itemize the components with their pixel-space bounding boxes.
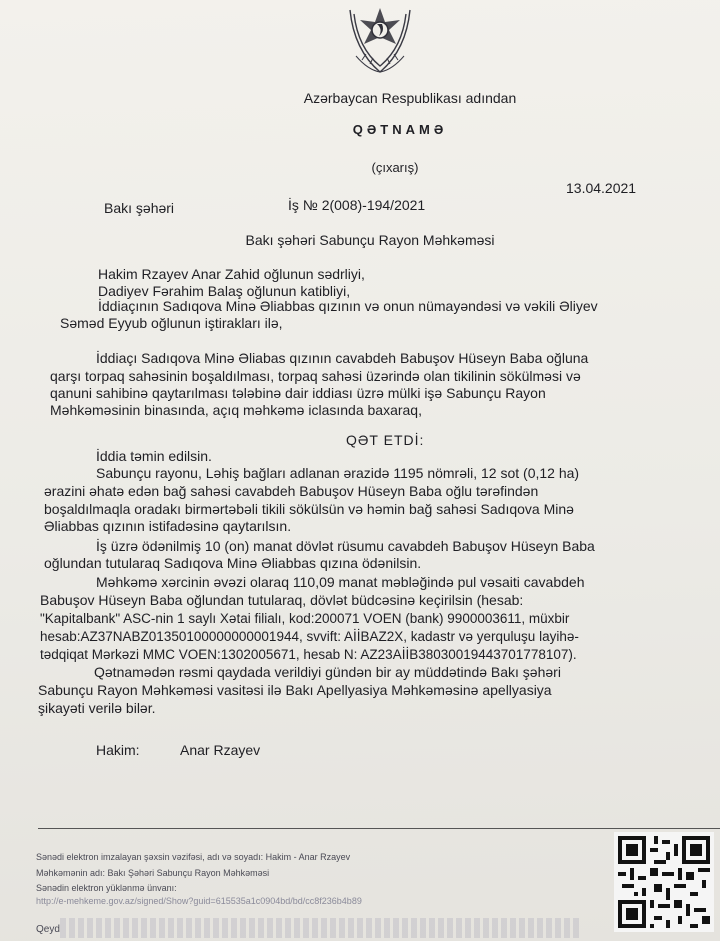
footer-signer: Sənədi elektron imzalayan şəxsin vəzifəsi, adı və soyadı: Hakim - Anar Rzayev <box>36 852 351 862</box>
judge-name: Anar Rzayev <box>180 742 261 758</box>
footer-upload-address: Sənədin elektron yüklənmə ünvanı: <box>36 883 177 893</box>
issuer-line: Azərbaycan Respublikası adından <box>303 90 517 106</box>
ruling-line: ərazini əhatə edən bağ sahəsi cavabdeh Babuşov Hüseyn Baba oğlu tərəfindən <box>44 483 539 499</box>
intro-line: Dadiyev Fərahim Balaş oğlunun katibliyi, <box>98 283 351 299</box>
ruling-line: İddia təmin edilsin. <box>96 448 212 464</box>
footer-divider <box>38 828 720 829</box>
ruling-line: oğlundan tutularaq Sadıqova Minə Əliabbas qızına ödənilsin. <box>44 555 422 571</box>
ruling-line: Babuşov Hüseyn Baba oğlundan tutularaq, dövlət büdcəsinə keçirilsin (hesab: <box>40 592 524 608</box>
ruling-line: tədqiqat Mərkəzi MMC VOEN:1302005671, hesab N: AZ23AİİB38030019443701778107). <box>40 647 577 662</box>
qr-code-icon[interactable] <box>614 832 714 932</box>
ruling-line: boşaldılmaqla oradakı birmərtəbəli tikili sökülsün və həmin bağ sahəsi Sadıqova Minə <box>44 501 574 517</box>
ruling-line: Qətnamədən rəsmi qaydada verildiyi gündən bir ay müddətində Bakı şəhəri <box>94 664 561 680</box>
footer-url[interactable]: http://e-mehkeme.gov.az/signed/Show?guid=615535a1c0904bd/bd/cc8f236b4b89 <box>36 896 362 906</box>
court-name: Bakı şəhəri Sabunçu Rayon Məhkəməsi <box>245 232 495 248</box>
city: Bakı şəhəri <box>104 200 175 216</box>
ruling-line: "Kapitalbank" ASC-nin 1 saylı Xətai filialı, kod:200071 VOEN (bank) 9900003611, müxbir <box>40 611 570 626</box>
ruling-line: Əliabbas qızının istifadəsinə qaytarılsın. <box>44 518 292 534</box>
document-title: QƏTNAMƏ <box>352 122 448 137</box>
intro-line: İddiaçının Sadıqova Minə Əliabbas qızının və onun nümayəndəsi və vəkili Əliyev <box>98 298 598 314</box>
ruling-line: İş üzrə ödənilmiş 10 (on) manat dövlət rüsumu cavabdeh Babuşov Hüseyn Baba <box>96 538 595 554</box>
claim-line: qarşı torpaq sahəsinin boşaldılması, torpaq sahəsi üzərində olan tikilinin sökülməsi və <box>50 368 581 384</box>
judge-label: Hakim: <box>96 742 140 758</box>
ruling-line: hesab:AZ37NABZ01350100000000001944, svvift: AİİBAZ2X, kadastr və yerquluşu layihə- <box>40 629 579 644</box>
ruling-line: Sabunçu Rayon Məhkəməsi vasitəsi ilə Bakı Apellyasiya Məhkəməsinə apellyasiya <box>38 682 552 698</box>
claim-line: qanuni sahibinə qaytarılması tələbinə dair iddiası üzrə mülki işə Sabunçu Rayon <box>50 385 546 401</box>
footer-court-name: Məhkəmənin adı: Bakı Şəhəri Sabunçu Rayon Məhkəməsi <box>36 868 270 878</box>
ruling-line: Məhkəmə xərcinin əvəzi olaraq 110,09 manat məbləğində pul vəsaiti cavabdeh <box>96 574 585 590</box>
claim-line: Məhkəməsinin binasında, açıq məhkəmə iclasında baxaraq, <box>50 402 422 418</box>
claim-line: İddiaçı Sadıqova Minə Əliabas qızının cavabdeh Babuşov Hüseyn Baba oğluna <box>96 350 589 366</box>
ruling-line: Sabunçu rayonu, Ləhiş bağları adlanan ərazidə 1195 nömrəli, 12 sot (0,12 ha) <box>96 465 580 481</box>
ruling-heading: QƏT ETDİ: <box>346 432 425 448</box>
ruling-line: şikayəti verilə bilər. <box>38 700 156 716</box>
intro-line: Səməd Eyyub oğlunun iştirakları ilə, <box>60 315 283 331</box>
coat-of-arms-emblem <box>340 0 420 76</box>
footer-note-label: Qeyd <box>36 924 60 935</box>
case-number: İş № 2(008)-194/2021 <box>288 197 426 213</box>
intro-line: Hakim Rzayev Anar Zahid oğlunun sədrliyi, <box>98 266 365 282</box>
document-date: 13.04.2021 <box>566 180 637 196</box>
document-subtitle: (çıxarış) <box>371 160 419 175</box>
faint-footnote-text <box>60 918 580 938</box>
